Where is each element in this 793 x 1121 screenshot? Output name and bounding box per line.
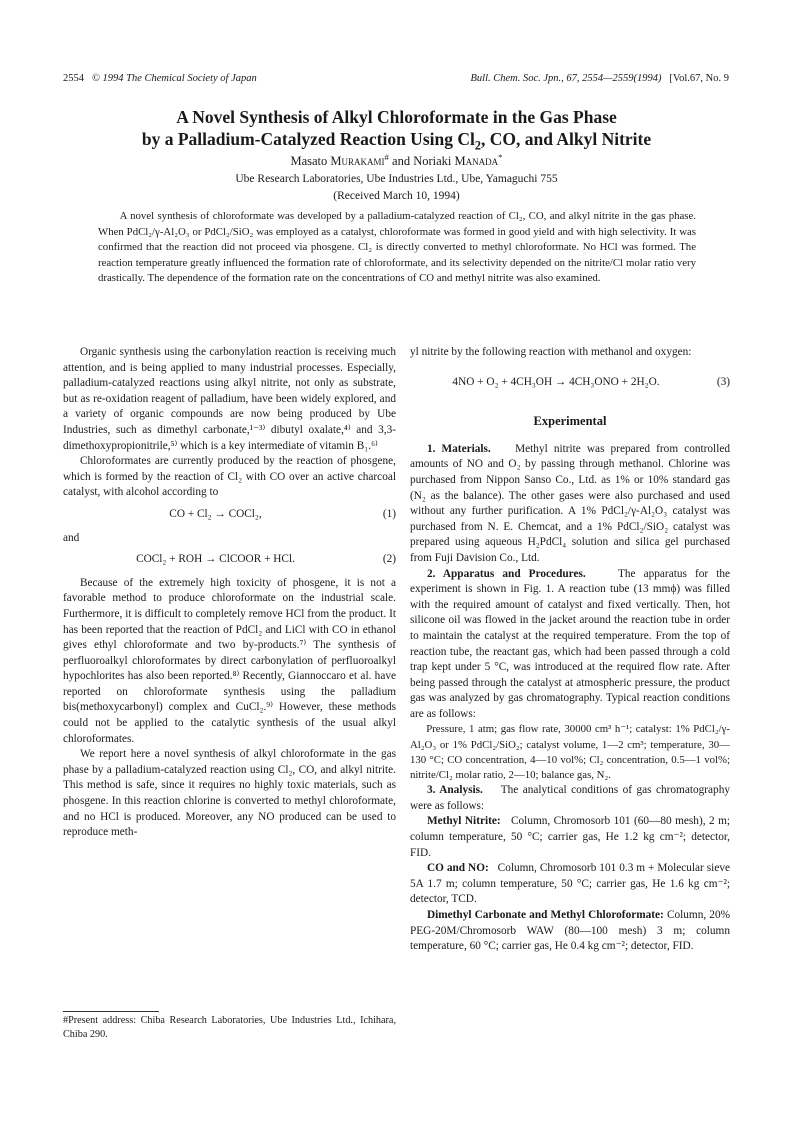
dmc-mcf-label: Dimethyl Carbonate and Methyl Chloroformate: bbox=[426, 909, 664, 922]
equation-1-expr: CO + Cl₂ → COCl₂, bbox=[169, 507, 262, 520]
materials-label: 1. Materials. bbox=[426, 442, 491, 455]
section-heading-experimental: Experimental bbox=[533, 414, 607, 429]
dmc-mcf-conditions bbox=[410, 908, 730, 955]
reaction-conditions: Pressure, 1 atm; gas flow rate, 30000 cm³ h⁻¹; catalyst: 1% PdCl₂/γ-Al₂O₃ or 1% PdCl₂/SiO₂; catalyst volume, 1—2 cm³; temperature, 30—130 °C; CO concentration, 4—10 vol%; Cl₂ concentration, 0.5—1 vol%; nitrite/Cl₂ molar ratio, 2—10; balance gas, N₂. bbox=[410, 723, 730, 782]
received-date: (Received March 10, 1994) bbox=[333, 190, 460, 202]
running-head-left bbox=[63, 73, 257, 84]
apparatus-text: The apparatus for the experiment is shown in Fig. 1. A reaction tube (13 mmϕ) was filled with the required amount of catalyst and fixed vertically. Then, hot silicone oil was flowed in the jacket around the reaction tube in order to maintain the catalyst at the required temperature. From the top of reaction tube, the reactant gas, which had been passed through a cold trap kept under 5 °C, was introduced at the required flow rate. After being passed through the catalyst at atmospheric pressure, the product gas was analyzed by gas chromatography. Typical reaction conditions are as follows: bbox=[410, 567, 730, 720]
authors-and: and Noriaki bbox=[388, 154, 455, 168]
title-line-2-sub: 2 bbox=[474, 138, 481, 153]
journal-citation: Bull. Chem. Soc. Jpn., 67, 2554—2559(1994) bbox=[470, 73, 662, 84]
left-column bbox=[63, 345, 396, 841]
equation-1 bbox=[63, 507, 396, 523]
title-line-2-post: , CO, and Alkyl Nitrite bbox=[480, 129, 652, 149]
affiliation: Ube Research Laboratories, Ube Industries Ltd., Ube, Yamaguchi 755 bbox=[235, 173, 558, 185]
analysis-text: The analytical conditions of gas chromatography were as follows: bbox=[410, 784, 730, 812]
methyl-nitrite-text: Column, Chromosorb 101 (60—80 mesh), 2 m; column temperature, 50 °C; carrier gas, He 1.2 kg cm⁻²; detector, FID. bbox=[410, 815, 730, 859]
page-number: 2554 bbox=[63, 73, 84, 84]
intro-paragraph-3: Because of the extremely high toxicity of phosgene, it is not a favorable method to produce chloroformate on the industrial scale. Furthermore, it is difficult to completely remove HCl from the product. It has been reported that the reaction of PdCl₂ and LiCl with CO in ethanol gives ethyl chloroformate and two by-products.⁷⁾ The synthesis of perfluoroalkyl chloroformates by direct carbonylation of perfluoroalkyl hypochlorites has also been reported.⁸⁾ Recently, Giannoccaro et al. have reported on chloroformate synthesis using the palladium bis(methoxycarbonyl) complex and CuCl₂.⁹⁾ However, these methods could not be applied to the catalytic synthesis of the usual alkyl chloroformates. bbox=[63, 576, 396, 745]
materials-text: Methyl nitrite was prepared from controlled amounts of NO and O₂ by passing through methanol. Chlorine was purchased from Nippon Sanso Co., Ltd. as 1% or 10% standard gas (N₂ as the balance). The other gases were also purchased and used without any further purification. A 1% PdCl₂/γ-Al₂O₃ catalyst was purchased from N. E. Chemcat, and a 1% PdCl₂/SiO₂ catalyst was prepared using aqueous H₂PdCl₄ solution and silica gel purchased from Fuji Davision Co., Ltd. bbox=[410, 442, 731, 564]
and-connector: and bbox=[63, 531, 80, 544]
author-2-mark: * bbox=[498, 151, 503, 162]
equation-2 bbox=[63, 552, 396, 568]
right-column bbox=[410, 345, 730, 955]
intro-paragraph-1: Organic synthesis using the carbonylation reaction is receiving much attention, and is being applied to many industrial processes. Especially, palladium-catalyzed reactions using alkyl nitrite, not only as substrate, but as re-oxidation reagent of palladium, have been widely explored, and a variety of organic compounds are now being produced by Ube Industries, such as dimethyl carbonate,¹⁻³⁾ dibutyl oxalate,⁴⁾ and 3,3-dimethoxypropionitrile,⁵⁾ which is a key intermediate of vitamin B₁.⁶⁾ bbox=[63, 346, 396, 452]
running-head-right bbox=[470, 73, 729, 84]
author-1-mark: # bbox=[384, 151, 389, 162]
footnote-rule bbox=[63, 1011, 159, 1012]
methyl-nitrite-label: Methyl Nitrite: bbox=[426, 815, 501, 828]
co-no-label: CO and NO: bbox=[426, 862, 489, 875]
authors bbox=[60, 153, 733, 170]
methyl-nitrite-conditions bbox=[410, 814, 730, 861]
intro-paragraph-4: We report here a novel synthesis of alkyl chloroformate in the gas phase by a palladium-catalyzed reaction using Cl₂, CO, and alkyl nitrite. This method is safe, since it requires no highly toxic materials, such as phosgene. In this reaction chlorine is converted to methyl chloroformate, and no HCl is produced. Moreover, any NO produced can be used to reproduce meth- bbox=[63, 748, 396, 839]
volume-info: [Vol.67, No. 9 bbox=[669, 73, 729, 84]
equation-3-expr: 4NO + O₂ + 4CH₃OH → 4CH₃ONO + 2H₂O. bbox=[452, 375, 660, 388]
title-line-2-pre: by a Palladium-Catalyzed Reaction Using Cl bbox=[141, 129, 475, 149]
equation-3 bbox=[410, 375, 730, 391]
intro-paragraph-2: Chloroformates are currently produced by the reaction of phosgene, which is formed by the reaction of Cl₂ with CO over an active charcoal catalyst, with alcohol according to bbox=[63, 455, 396, 499]
equation-2-expr: COCl₂ + ROH → ClCOOR + HCl. bbox=[136, 553, 295, 566]
equation-2-number: (2) bbox=[382, 553, 396, 566]
co-no-conditions bbox=[410, 861, 730, 908]
abstract: A novel synthesis of chloroformate was developed by a palladium-catalyzed reaction of Cl₂, CO, and alkyl nitrite in the gas phase. When PdCl₂/γ-Al₂O₃ or PdCl₂/SiO₂ was employed as a catalyst, chloroformate was formed in good yield and with high selectivity. It was confirmed that the reaction did not proceed via phosgene. Cl₂ is directly converted to methyl chloroformate. No HCl was formed. The reaction temperature greatly influenced the formation rate of chloroformate, and its selectivity depended on the nitrite/Cl molar ratio very drastically. The dependence of the formation rate on the concentrations of CO and methyl nitrite was also examined. bbox=[98, 210, 696, 285]
materials-paragraph bbox=[410, 442, 730, 567]
author-1-last: Murakami bbox=[330, 154, 385, 168]
co-no-text: Column, Chromosorb 101 0.3 m + Molecular sieve 5A 1.7 m; column temperature, 50 °C; carrier gas, He 1.6 kg cm⁻²; detector, TCD. bbox=[410, 862, 731, 906]
paper-title bbox=[60, 106, 733, 153]
dmc-mcf-text: Column, 20% PEG-20M/Chromosorb WAW (80—100 mesh) 3 m; column temperature, 60 °C; carrier gas, He 0.4 kg cm⁻²; detector, FID. bbox=[410, 909, 731, 953]
analysis-paragraph bbox=[410, 783, 730, 814]
author-2-last: Manada bbox=[454, 154, 499, 168]
title-line-2 bbox=[60, 128, 733, 153]
apparatus-label: 2. Apparatus and Procedures. bbox=[426, 567, 586, 580]
author-1-first: Masato bbox=[290, 154, 331, 168]
analysis-label: 3. Analysis. bbox=[426, 784, 483, 797]
equation-3-number: (3) bbox=[716, 375, 730, 388]
apparatus-paragraph bbox=[410, 567, 730, 723]
equation-1-number: (1) bbox=[382, 507, 396, 520]
continued-paragraph: yl nitrite by the following reaction with methanol and oxygen: bbox=[410, 346, 692, 358]
title-line-1: A Novel Synthesis of Alkyl Chloroformate in the Gas Phase bbox=[176, 107, 617, 127]
footnote: #Present address: Chiba Research Laboratories, Ube Industries Ltd., Ichihara, Chiba 290. bbox=[63, 1015, 396, 1040]
copyright-notice: © 1994 The Chemical Society of Japan bbox=[91, 73, 257, 84]
